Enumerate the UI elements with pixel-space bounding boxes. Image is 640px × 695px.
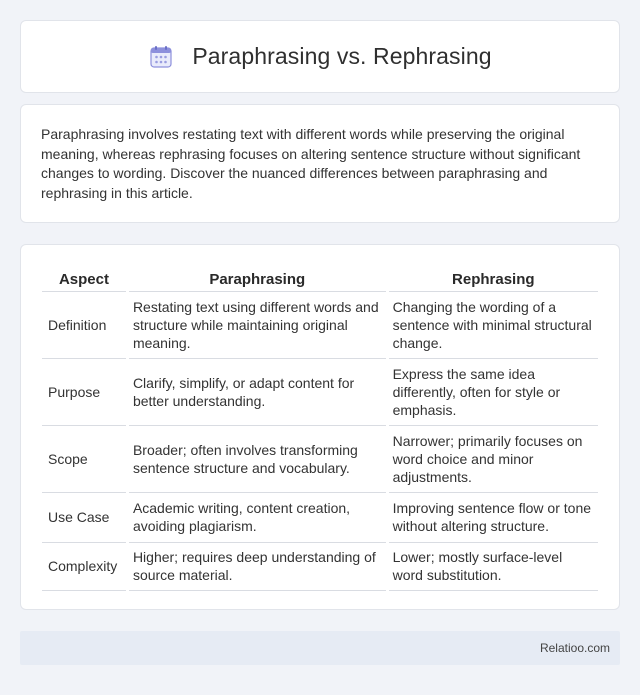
paraphrasing-cell: Restating text using different words and structure while maintaining original meaning. xyxy=(129,292,386,359)
paraphrasing-cell: Clarify, simplify, or adapt content for better understanding. xyxy=(129,359,386,426)
calendar-icon xyxy=(148,44,174,70)
title-card xyxy=(20,20,620,93)
aspect-cell: Scope xyxy=(42,426,126,493)
rephrasing-cell: Changing the wording of a sentence with minimal structural change. xyxy=(389,292,598,359)
rephrasing-cell: Lower; mostly surface-level word substitution. xyxy=(389,543,598,591)
table-row xyxy=(42,493,598,543)
aspect-cell: Complexity xyxy=(42,543,126,591)
header-aspect: Aspect xyxy=(42,267,126,292)
footer-brand: Relatioo.com xyxy=(539,641,610,655)
comparison-table-card xyxy=(20,244,620,610)
intro-text: Paraphrasing involves restating text with different words while preserving the original meaning, whereas rephrasing focuses on altering sentence structure without significant changes to wording. Discover the nuanced differences between paraphrasing and rephrasing in this article. xyxy=(41,126,581,201)
paraphrasing-cell: Academic writing, content creation, avoiding plagiarism. xyxy=(129,493,386,543)
paraphrasing-cell: Broader; often involves transforming sentence structure and vocabulary. xyxy=(129,426,386,493)
footer xyxy=(20,631,620,665)
page-title: Paraphrasing vs. Rephrasing xyxy=(192,43,492,69)
table-row xyxy=(42,426,598,493)
aspect-cell: Purpose xyxy=(42,359,126,426)
table-row xyxy=(42,543,598,591)
table-header-row xyxy=(42,267,598,292)
table-row xyxy=(42,359,598,426)
rephrasing-cell: Express the same idea differently, often for style or emphasis. xyxy=(389,359,598,426)
table-row xyxy=(42,292,598,359)
rephrasing-cell: Improving sentence flow or tone without altering structure. xyxy=(389,493,598,543)
header-paraphrasing: Paraphrasing xyxy=(129,267,386,292)
intro-card xyxy=(20,104,620,223)
header-rephrasing: Rephrasing xyxy=(389,267,598,292)
rephrasing-cell: Narrower; primarily focuses on word choice and minor adjustments. xyxy=(389,426,598,493)
aspect-cell: Definition xyxy=(42,292,126,359)
comparison-table xyxy=(39,267,601,591)
paraphrasing-cell: Higher; requires deep understanding of source material. xyxy=(129,543,386,591)
aspect-cell: Use Case xyxy=(42,493,126,543)
